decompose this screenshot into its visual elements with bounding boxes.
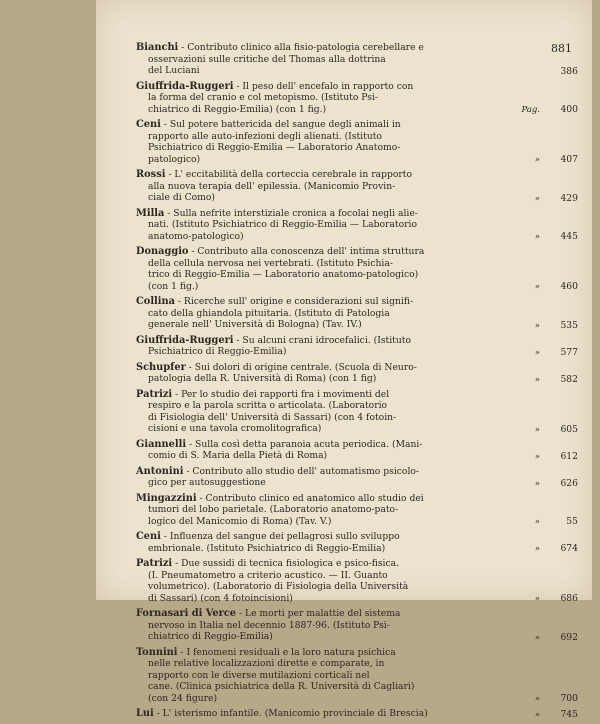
entry-page-number: 612 [560,450,578,462]
entry-line: di Sassari) (con 4 fotoincisioni) [148,592,293,604]
entry-line: nelle relative localizzazioni dirette e comparate, in [148,658,385,669]
entry-page-ref [502,632,578,643]
entry-line: - Le morti per malattie del sistema [236,608,401,619]
ditto-mark: » [534,632,540,643]
ditto-mark: » [534,709,540,720]
toc-entry [136,466,578,489]
entry-author: Giuffrida-Ruggeri [136,334,234,346]
entry-page-number: 535 [560,319,578,331]
pag-label: Pag. [521,105,540,115]
entry-page-ref [502,516,578,527]
entry-author: Bianchi [136,42,179,53]
entry-line: volumetrico). (Laboratorio di Fisiologia della Università [148,581,409,592]
entry-page-number: 582 [560,373,578,385]
entry-author: Ceni [136,119,161,130]
page-number: 881 [551,42,572,55]
entry-line: alla nuova terapia dell' epilessia. (Manicomio Provin- [148,180,396,192]
entry-line: comio di S. Maria della Pietà di Roma) [148,450,328,461]
entry-page-ref [502,320,578,331]
table-of-contents [136,42,578,724]
entry-line: - Due sussidi di tecnica fisiologica e psico-fisica. [172,558,400,569]
entry-line: anatomo-patologico) [148,230,244,242]
toc-entry [136,608,578,643]
entry-line: della cellula nervosa nei vertebrati. (Istituto Psichia- [148,257,393,269]
entry-author: Ceni [136,531,161,542]
entry-line: generale nell' Università di Bologna) (Tav. IV.) [148,319,362,330]
entry-line: cane. (Clinica psichiatrica della R. Università di Cagliari) [148,681,415,692]
entry-line: - Ricerche sull' origine e considerazioni sul signifi- [174,296,414,307]
ditto-mark: » [534,451,540,462]
toc-entry [136,246,578,292]
entry-line: - Contributo alla conoscenza dell' intima struttura [188,246,425,257]
entry-author: Milla [136,207,165,219]
ditto-mark: » [534,478,540,489]
ditto-mark: » [534,374,540,385]
toc-entry [136,296,578,331]
entry-line: rapporto alle auto-infezioni degli alienati. (Istituto [148,130,382,142]
entry-page-ref [502,543,578,554]
ditto-mark: » [534,232,540,242]
entry-page-ref [502,693,578,704]
entry-page-number: 386 [560,65,578,77]
entry-author: Collina [136,296,175,307]
entry-line: rapporto con le diverse mutilazioni corticali nel [148,669,370,681]
entry-line: - Per lo studio dei rapporti fra i movimenti del [172,388,390,400]
entry-line: Psichiatrico di Reggio-Emilia — Laboratorio Anatomo- [148,142,401,153]
entry-line: - Contributo clinico ed anatomico allo studio dei [196,492,424,504]
entry-page-ref [502,193,578,204]
entry-author: Giuffrida-Ruggeri [136,80,234,92]
entry-line: chiatrico di Reggio-Emilia) (con 1 fig.) [148,103,327,115]
entry-page-number: 445 [560,231,578,242]
entry-line: cisioni e una tavola cromolitografica) [148,423,322,434]
entry-page-number: 460 [560,281,578,292]
entry-author: Patrizi [136,558,173,569]
entry-line: Psichiatrico di Reggio-Emilia) [148,346,287,357]
toc-entry [136,362,578,385]
entry-page-ref [502,593,578,604]
entry-line: patologico) [148,153,201,165]
entry-line: respiro e la parola scritta o articolata. (Laboratorio [148,400,388,411]
entry-page-number: 429 [560,192,578,204]
entry-page-number: 407 [560,154,578,165]
toc-entry [136,42,578,77]
entry-line: - Contributo clinico alla fisio-patologia cerebellare e [178,42,424,53]
entry-line: - I fenomeni residuali e la loro natura psichica [177,646,396,658]
entry-page-number: 400 [560,104,578,115]
toc-entry [136,335,578,358]
entry-author: Donaggio [136,246,189,257]
book-page [96,0,592,720]
entry-author: Fornasari di Verce [136,608,237,619]
entry-page-ref [502,104,578,115]
entry-line: - Il peso dell' encefalo in rapporto con [233,80,414,92]
toc-entry [136,439,578,462]
entry-line: del Luciani [148,65,200,76]
entry-author: Lui [136,708,154,719]
entry-line: - Influenza del sangue dei pellagrosi sullo sviluppo [160,531,400,542]
ditto-mark: » [534,517,540,527]
entry-page-number: 605 [560,423,578,435]
toc-entry [136,81,578,116]
entry-line: trico di Reggio-Emilia — Laboratorio anatomo-patologico) [148,269,419,280]
entry-page-number: 577 [560,346,578,358]
toc-entry [136,531,578,554]
entry-line: gico per autosuggestione [148,477,266,488]
entry-page-ref [502,281,578,292]
entry-page-ref [502,347,578,358]
entry-line: chiatrico di Reggio-Emilia) [148,631,273,642]
entry-author: Schupfer [136,361,186,373]
entry-page-ref [502,709,578,720]
entry-line: - Sui dolori di origine centrale. (Scuola di Neuro- [185,361,417,373]
entry-page-ref [502,154,578,165]
entry-line: (con 1 fig.) [148,280,199,292]
toc-entry [136,169,578,204]
entry-page-number: 686 [560,593,578,604]
entry-page-ref [502,478,578,489]
entry-author: Tonnini [136,646,178,658]
entry-page-number: 674 [560,543,578,554]
ditto-mark: » [534,694,540,704]
entry-page-number: 745 [560,708,578,720]
toc-entry [136,389,578,435]
ditto-mark: » [534,347,540,358]
ditto-mark: » [534,193,540,204]
ditto-mark: » [534,544,540,554]
entry-line: - Sulla nefrite interstiziale cronica a focolai negli alie- [164,207,418,219]
entry-line: - Sulla così detta paranoia acuta periodica. (Mani- [186,438,423,450]
entry-page-number: 626 [560,477,578,489]
ditto-mark: » [534,594,540,604]
entry-page-ref [502,231,578,242]
toc-entry [136,208,578,243]
toc-entry [136,119,578,165]
entry-author: Patrizi [136,388,173,400]
entry-line: - L' isterismo infantile. (Manicomio provinciale di Brescia) [153,708,428,719]
entry-line: (con 24 figure) [148,692,218,704]
entry-page-ref [502,66,578,77]
entry-page-number: 692 [560,631,578,643]
entry-page-ref [502,424,578,435]
entry-page-ref [502,374,578,385]
ditto-mark: » [534,424,540,435]
entry-line: nati. (Istituto Psichiatrico di Reggio-Emilia — Laboratorio [148,219,417,230]
ditto-mark: » [534,155,540,165]
entry-line: osservazioni sulle critiche del Thomas alla dottrina [148,53,386,65]
entry-line: nervoso in Italia nel decennio 1887-96. (Istituto Psi- [148,619,390,631]
entry-line: cato della ghiandola pituitaria. (Istituto di Patologia [148,307,390,319]
entry-line: - L' eccitabilità della corteccia cerebrale in rapporto [165,169,412,180]
entry-line: patologia della R. Università di Roma) (con 1 fig) [148,373,377,384]
entry-author: Antonini [136,465,184,477]
entry-page-ref [502,451,578,462]
entry-line: - Su alcuni crani idrocefalici. (Istituto [233,334,412,346]
entry-line: di Fisiologia dell' Università di Sassari) (con 4 fotoin- [148,411,397,423]
entry-line: la forma del cranio e col metopismo. (Istituto Psi- [148,92,378,103]
entry-author: Rossi [136,169,166,180]
toc-entry [136,647,578,705]
entry-line: logico del Manicomio di Roma) (Tav. V.) [148,515,332,527]
toc-entry [136,558,578,604]
entry-line: - Sul potere battericida del sangue degli animali in [160,119,401,130]
entry-line: embrionale. (Istituto Psichiatrico di Reggio-Emilia) [148,542,386,554]
ditto-mark: » [534,320,540,331]
entry-line: ciale di Como) [148,192,215,203]
toc-entry [136,708,578,720]
entry-page-number: 700 [560,693,578,704]
entry-author: Giannelli [136,438,187,450]
ditto-mark: » [534,282,540,292]
toc-entry [136,493,578,528]
entry-line: - Contributo allo studio dell' automatismo psicolo- [183,465,420,477]
entry-line: (I. Pneumatometro a criterio acustico. — II. Guanto [148,569,388,581]
entry-author: Mingazzini [136,492,197,504]
entry-page-number: 55 [566,516,578,527]
entry-line: tumori del lobo parietale. (Laboratorio anatomo-pato- [148,504,399,515]
